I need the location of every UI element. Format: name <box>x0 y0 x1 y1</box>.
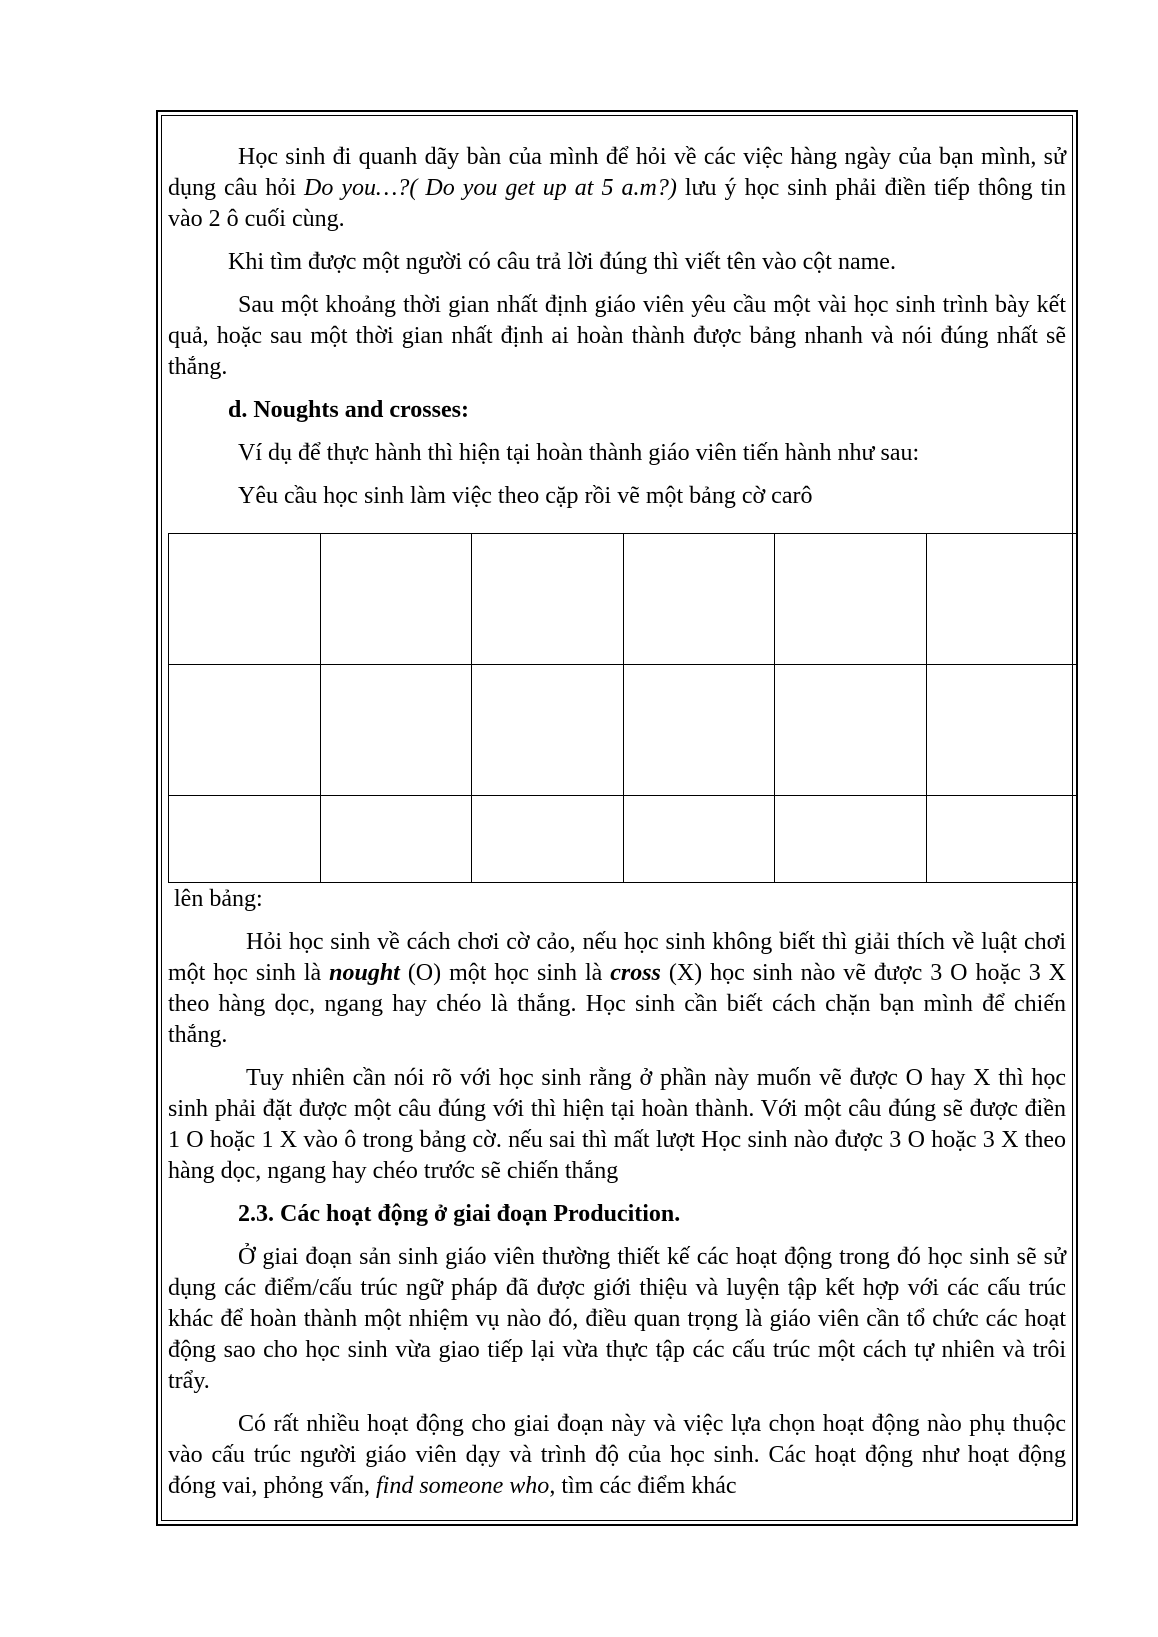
grid-cell <box>472 534 624 665</box>
grid-cell <box>320 665 472 796</box>
grid-cell <box>775 534 927 665</box>
paragraph-write-name: Khi tìm được một người có câu trả lời đúng thì viết tên vào cột name. <box>228 249 896 275</box>
heading-production: 2.3. Các hoạt động ở giai đoạn Producition. <box>238 1201 681 1227</box>
grid-cell <box>320 796 472 883</box>
paragraph-find-someone: Học sinh đi quanh dãy bàn của mình để hỏi về các việc hàng ngày của bạn mình, sử dụng câu hỏi Do you…?( Do you get up at 5 a.m?) lưu ý học sinh phải điền tiếp thông tin vào 2 ô cuối cùng. <box>168 144 1067 232</box>
grid-cell <box>623 534 775 665</box>
grid-cell <box>320 534 472 665</box>
paragraph-activities: Có rất nhiều hoạt động cho giai đoạn này và việc lựa chọn hoạt động nào phụ thuộc vào cấu trúc người giáo viên dạy và trình độ của học sinh. Các hoạt động như hoạt động đóng vai, phỏng vấn, find someone who, tìm các điểm khác <box>168 1411 1066 1499</box>
paragraph-present-results: Sau một khoảng thời gian nhất định giáo viên yêu cầu một vài học sinh trình bày kết quả, hoặc sau một thời gian nhất định ai hoàn thành được bảng nhanh và nói đúng nhất sẽ thắng. <box>168 292 1066 380</box>
noughts-crosses-grid <box>168 533 1078 883</box>
grid-cell <box>775 796 927 883</box>
upper-text-block <box>168 142 1066 512</box>
paragraph-example: Ví dụ để thực hành thì hiện tại hoàn thành giáo viên tiến hành như sau: <box>238 440 920 466</box>
grid-cell <box>926 796 1078 883</box>
grid-cell <box>926 534 1078 665</box>
grid-cell <box>472 796 624 883</box>
paragraph-production-stage: Ở giai đoạn sản sinh giáo viên thường thiết kế các hoạt động trong đó học sinh sẽ sử dụng các điểm/cấu trúc ngữ pháp đã được giới thiệu và luyện tập kết hợp với các cấu trúc khác để hoàn thành một nhiệm vụ nào đó, điều quan trọng là giáo viên cần tổ chức các hoạt động sao cho học sinh vừa giao tiếp lại vừa thực tập các cấu trúc một cách tự nhiên và trôi trẩy. <box>168 1244 1066 1394</box>
paragraph-rules: Hỏi học sinh về cách chơi cờ cảo, nếu học sinh không biết thì giải thích về luật chơi một học sinh là nought (O) một học sinh là cross (X) học sinh nào vẽ được 3 O hoặc 3 X theo hàng dọc, ngang hay chéo là thắng. Học sinh cần biết cách chặn bạn mình để chiến thắng. <box>168 929 1066 1048</box>
grid-cell <box>926 665 1078 796</box>
grid-cell <box>775 665 927 796</box>
grid-cell <box>169 534 321 665</box>
grid-cell <box>169 665 321 796</box>
grid-cell <box>169 796 321 883</box>
heading-noughts-and-crosses: d. Noughts and crosses: <box>228 397 469 423</box>
grid-cell <box>623 796 775 883</box>
grid-cell <box>623 665 775 796</box>
grid-cell <box>472 665 624 796</box>
paragraph-present-perfect: Tuy nhiên cần nói rõ với học sinh rằng ở phần này muốn vẽ được O hay X thì học sinh phải đặt được một câu đúng với thì hiện tại hoàn thành. Với một câu đúng sẽ được điền 1 O hoặc 1 X vào ô trong bảng cờ. nếu sai thì mất lượt Học sinh nào được 3 O hoặc 3 X theo hàng dọc, ngang hay chéo trước sẽ chiến thắng <box>168 1065 1066 1184</box>
paragraph-on-board: lên bảng: <box>174 886 263 912</box>
lower-text-block <box>168 884 1066 1502</box>
paragraph-draw-board: Yêu cầu học sinh làm việc theo cặp rồi vẽ một bảng cờ carô <box>238 483 813 509</box>
